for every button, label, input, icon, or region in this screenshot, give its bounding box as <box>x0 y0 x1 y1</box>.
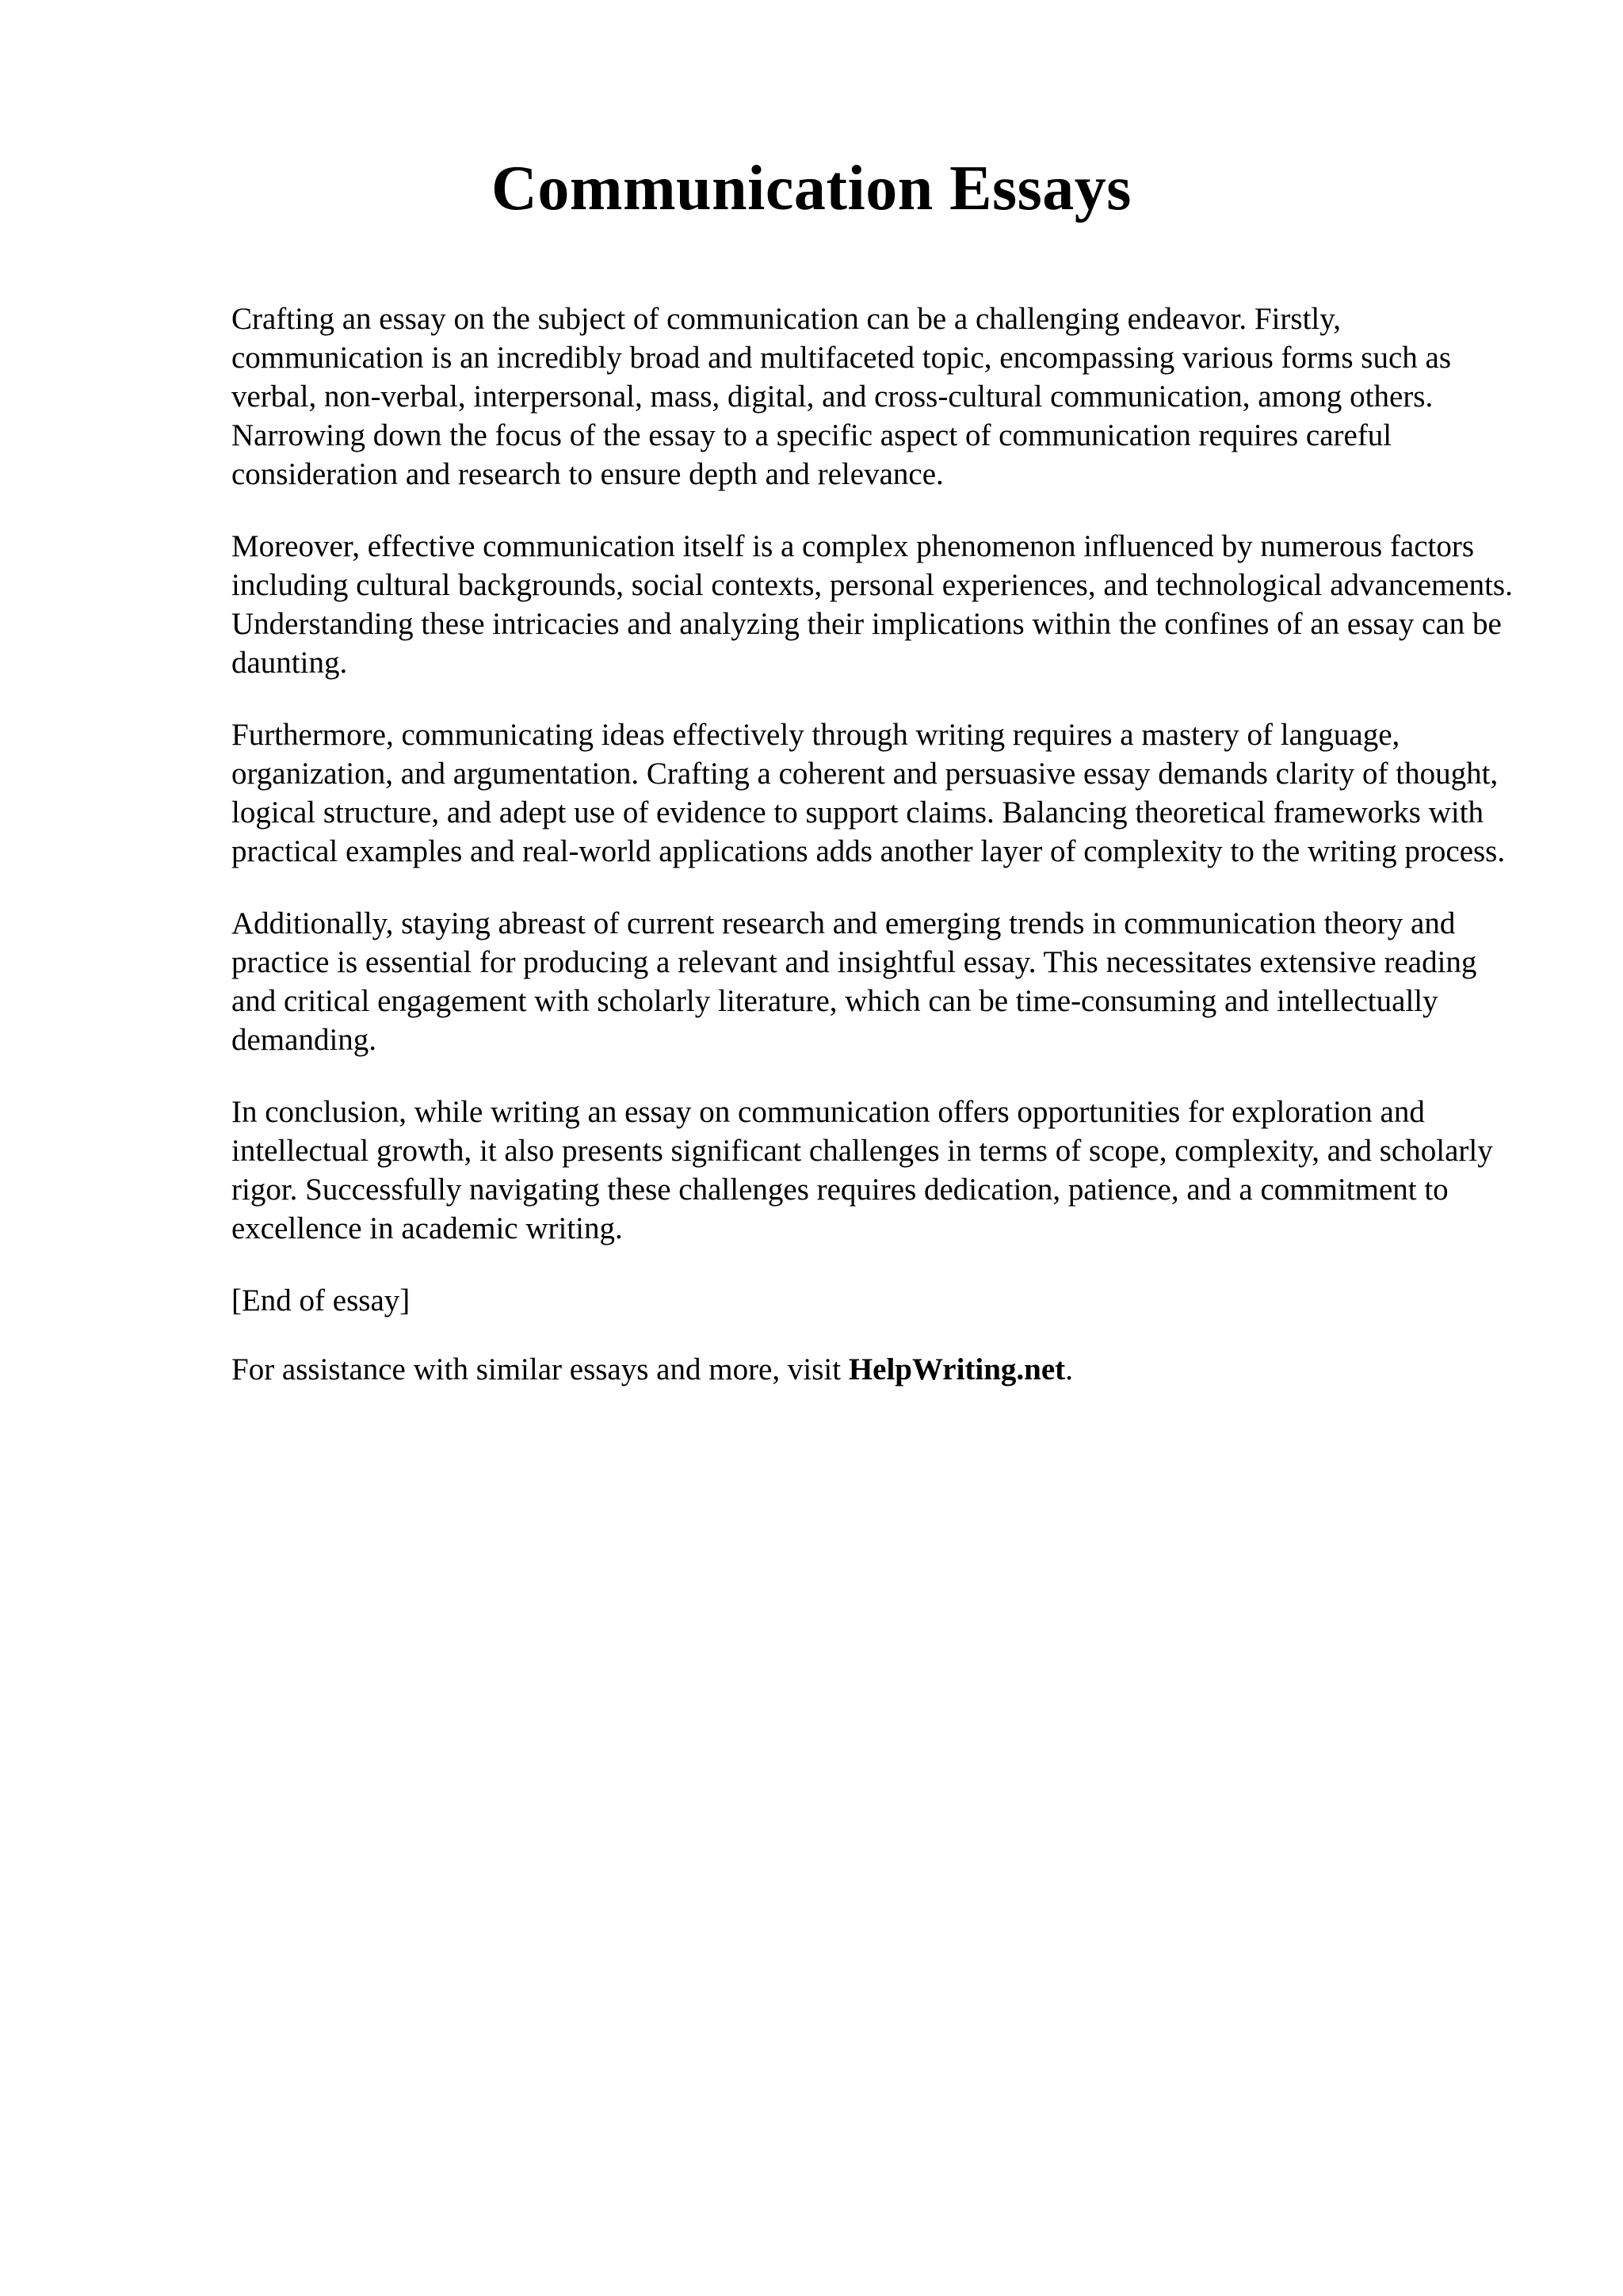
footer-prefix: For assistance with similar essays and more, visit <box>231 1352 849 1386</box>
footer-line <box>231 1350 1515 1389</box>
paragraph-5: In conclusion, while writing an essay on communication offers opportunities for exploration and intellectual growth, it also presents significant challenges in terms of scope, complexity, and scholarly rigor. Successfully navigating these challenges requires dedication, patience, and a commitment to excellence in academic writing. <box>231 1095 1493 1245</box>
end-note: [End of essay] <box>231 1283 411 1318</box>
helpwriting-link[interactable]: HelpWriting.net <box>848 1352 1066 1386</box>
page-title: Communication Essays <box>491 154 1132 223</box>
paragraph-2: Moreover, effective communication itself is a complex phenomenon influenced by numerous factors including cultural backgrounds, social contexts, personal experiences, and technological advancements. Understanding these intricacies and analyzing their implications within the confines of an essay can be daunting. <box>231 529 1513 680</box>
essay-body <box>231 299 1515 1422</box>
footer-suffix: . <box>1065 1352 1073 1386</box>
paragraph-1: Crafting an essay on the subject of communication can be a challenging endeavor. Firstly, communication is an incredibly broad and multifaceted topic, encompassing various forms such as verbal, non-verbal, interpersonal, mass, digital, and cross-cultural communication, among others. Narrowing down the focus of the essay to a specific aspect of communication requires careful consideration and research to ensure depth and relevance. <box>231 302 1452 491</box>
paragraph-4: Additionally, staying abreast of current research and emerging trends in communication theory and practice is essential for producing a relevant and insightful essay. This necessitates extensive reading and critical engagement with scholarly literature, which can be time-consuming and intellectually demanding. <box>231 906 1477 1057</box>
paragraph-3: Furthermore, communicating ideas effectively through writing requires a mastery of language, organization, and argumentation. Crafting a coherent and persuasive essay demands clarity of thought, logical structure, and adept use of evidence to support claims. Balancing theoretical frameworks with practical examples and real-world applications adds another layer of complexity to the writing process. <box>231 718 1506 868</box>
